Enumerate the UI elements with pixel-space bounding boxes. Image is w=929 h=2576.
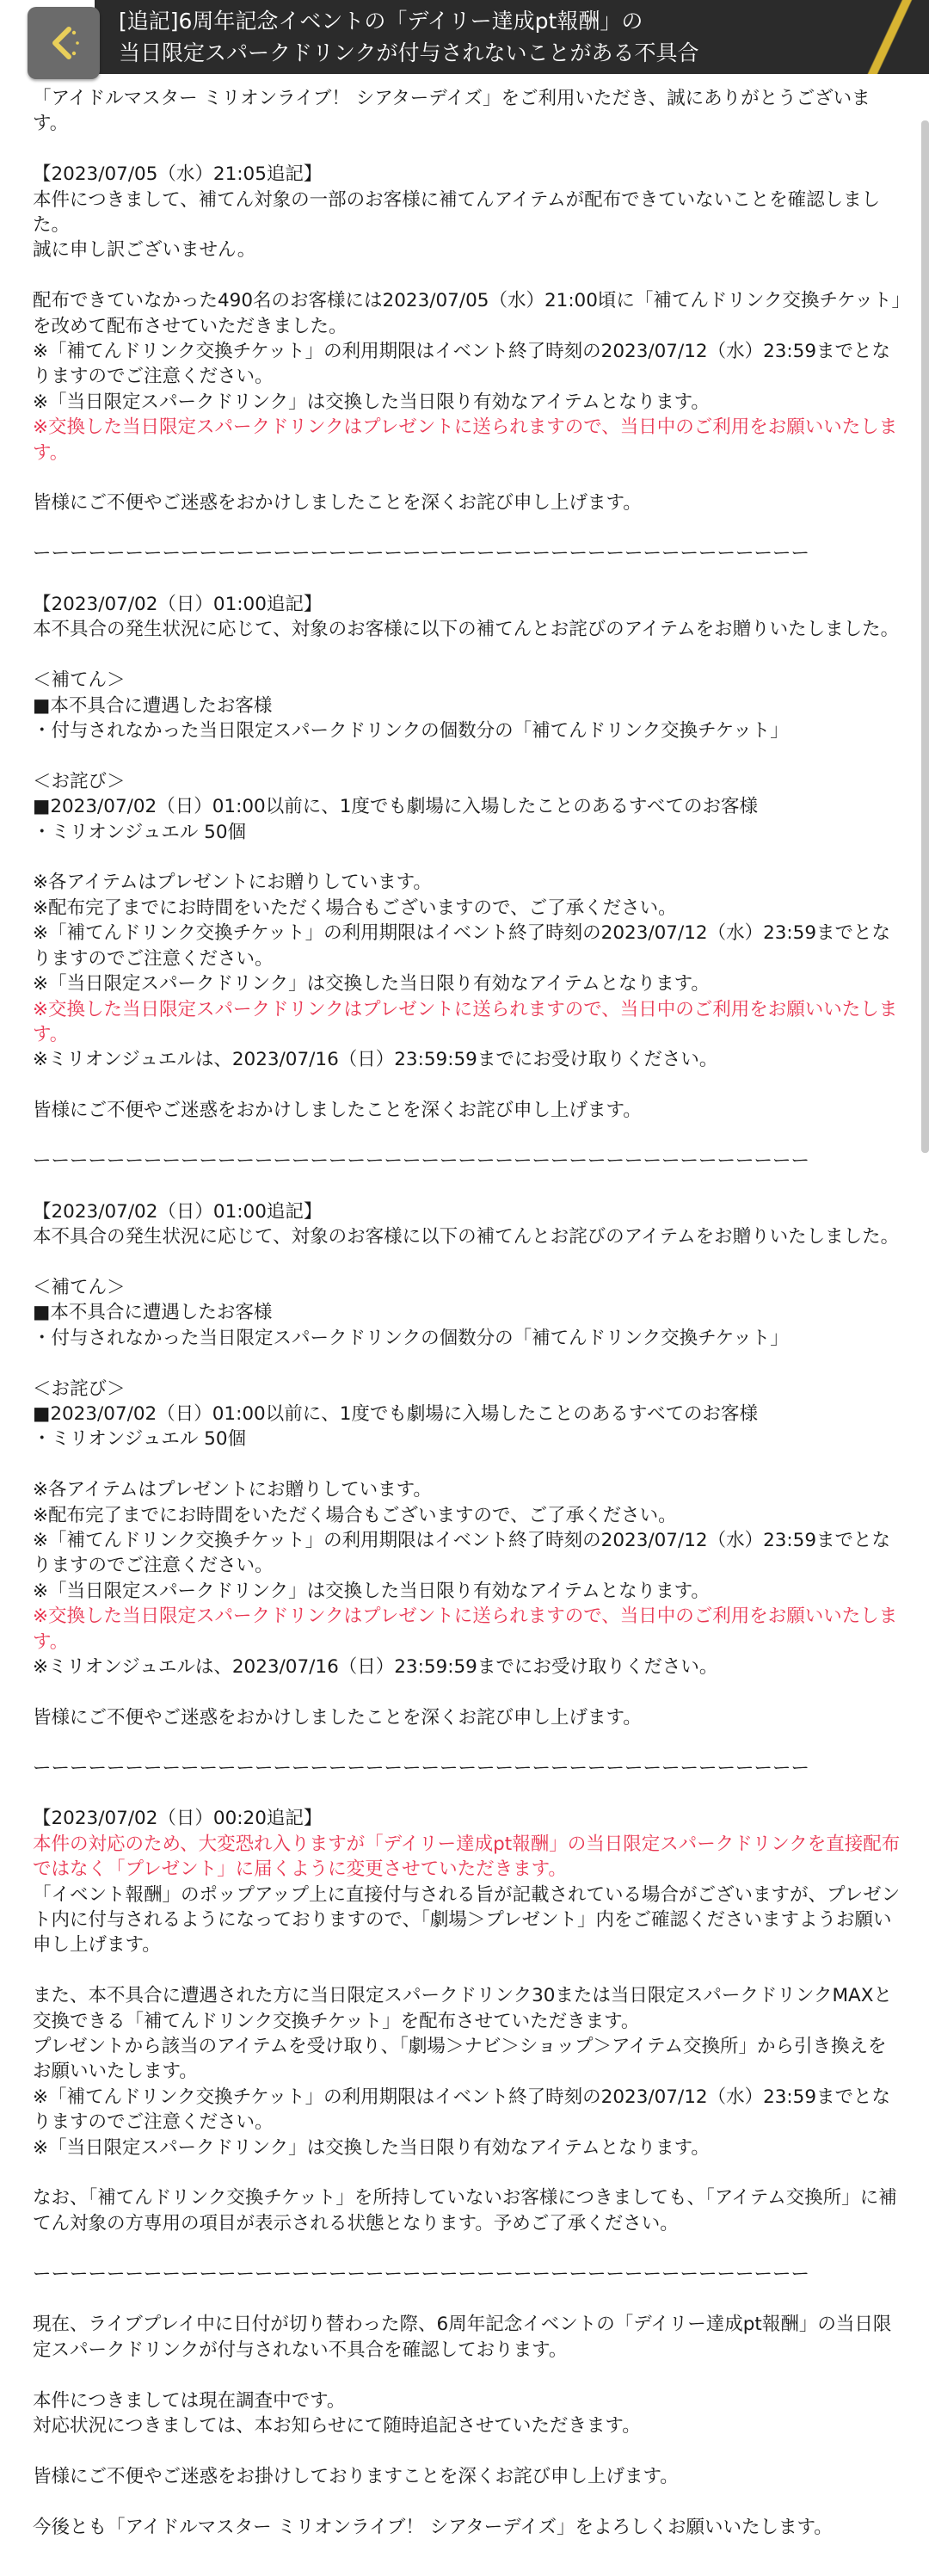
separator: ーーーーーーーーーーーーーーーーーーーーーーーーーーーーーーーーーーーーーーーーーー <box>33 1757 810 1779</box>
notes-text: ※各アイテムはプレゼントにお贈りしています。 ※配布完了までにお時間をいただく場合もございますので、ご了承ください。 ※「補てんドリンク交換チケット」の利用期限はイベント終了時刻の2023/07/12（水）23:59までとなりますのでご注意ください。 ※「当日限定スパークドリンク」は交換した当日限り有効なアイテムとなります。 <box>33 1479 891 1602</box>
update-heading: 【2023/07/02（日）01:00追記】 <box>33 1200 323 1223</box>
update-text: 本件につきまして、補てん対象の一部のお客様に補てんアイテムが配布できていないことを確認しました。 誠に申し訳ございません。 <box>33 188 881 262</box>
back-chevron-icon <box>45 24 83 62</box>
compensation-text: ＜補てん＞ ■本不具合に遭遇したお客様 ・付与されなかった当日限定スパークドリンクの個数分の「補てんドリンク交換チケット」 <box>33 669 789 743</box>
separator: ーーーーーーーーーーーーーーーーーーーーーーーーーーーーーーーーーーーーーーーーーー <box>33 543 810 565</box>
jewel-note: ※ミリオンジュエルは、2023/07/16（日）23:59:59までにお受け取りください。 <box>33 1655 718 1678</box>
notes-text: ※各アイテムはプレゼントにお贈りしています。 ※配布完了までにお時間をいただく場合もございますので、ご了承ください。 ※「補てんドリンク交換チケット」の利用期限はイベント終了時刻の2023/07/12（水）23:59までとなりますのでご注意ください。 ※「当日限定スパークドリンク」は交換した当日限り有効なアイテムとなります。 <box>33 872 891 995</box>
apology-text: 皆様にご不便やご迷惑をおかけしましたことを深くお詫び申し上げます。 <box>33 492 642 515</box>
warning-text: ※交換した当日限定スパークドリンクはプレゼントに送られますので、当日中のご利用をお願いいたします。 <box>33 1605 898 1653</box>
apology-text: 皆様にご不便やご迷惑をおかけしましたことを深くお詫び申し上げます。 <box>33 1706 642 1729</box>
compensation-text: ＜補てん＞ ■本不具合に遭遇したお客様 ・付与されなかった当日限定スパークドリンクの個数分の「補てんドリンク交換チケット」 <box>33 1276 789 1349</box>
closing-text: 今後とも「アイドルマスター ミリオンライブ！ シアターデイズ」をよろしくお願いいたします。 <box>33 2516 833 2538</box>
warning-text: 本件の対応のため、大変恐れ入りますが「デイリー達成pt報酬」の当日限定スパークドリンクを直接配布ではなく「プレゼント」に届くように変更させていただきます。 <box>33 1833 901 1881</box>
scrollbar[interactable] <box>921 120 929 1153</box>
warning-text: ※交換した当日限定スパークドリンクはプレゼントに送られますので、当日中のご利用をお願いいたします。 <box>33 416 898 464</box>
separator: ーーーーーーーーーーーーーーーーーーーーーーーーーーーーーーーーーーーーーーーーーー <box>33 1149 810 1172</box>
update-text: 本不具合の発生状況に応じて、対象のお客様に以下の補てんとお詫びのアイテムをお贈りいたしました。 <box>33 619 900 641</box>
jewel-note: ※ミリオンジュエルは、2023/07/16（日）23:59:59までにお受け取りください。 <box>33 1049 718 1071</box>
update-text: なお、「補てんドリンク交換チケット」を所持していないお客様につきましても、「アイテム交換所」に補てん対象の方専用の項目が表示される状態となります。予めご了承ください。 <box>33 2187 897 2234</box>
update-heading: 【2023/07/02（日）01:00追記】 <box>33 594 323 616</box>
update-text: 本不具合の発生状況に応じて、対象のお客様に以下の補てんとお詫びのアイテムをお贈りいたしました。 <box>33 1226 900 1248</box>
update-heading: 【2023/07/02（日）00:20追記】 <box>33 1808 323 1830</box>
apology-text: 皆様にご不便やご迷惑をお掛けしておりますことを深くお詫び申し上げます。 <box>33 2465 679 2487</box>
update-text: また、本不具合に遭遇された方に当日限定スパークドリンク30または当日限定スパークドリンクMAXと交換できる「補てんドリンク交換チケット」を配布させていただきます。 プレゼントから該当のアイテムを受け取り、「劇場＞ナビ＞ショップ＞アイテム交換所」から引き換えをお願いいたします。 ※「補てんドリンク交換チケット」の利用期限はイベント終了時刻の2023/07/12（水）23:59までとなりますのでご注意ください。 ※「当日限定スパークドリンク」は交換した当日限り有効なアイテムとなります。 <box>33 1985 892 2159</box>
back-button[interactable] <box>28 7 100 79</box>
apology-items-text: ＜お詫び＞ ■2023/07/02（日）01:00以前に、1度でも劇場に入場したことのあるすべてのお客様 ・ミリオンジュエル 50個 <box>33 1377 758 1451</box>
warning-text: ※交換した当日限定スパークドリンクはプレゼントに送られますので、当日中のご利用をお願いいたします。 <box>33 998 898 1045</box>
header <box>0 0 929 74</box>
intro-text: 「アイドルマスター ミリオンライブ！ シアターデイズ」をご利用いただき、誠にありがとうございます。 <box>33 88 871 135</box>
status-text: 本件につきましては現在調査中です。 対応状況につきましては、本お知らせにて随時追記させていただきます。 <box>33 2389 641 2437</box>
update-text: 「イベント報酬」のポップアップ上に直接付与される旨が記載されている場合がございますが、プレゼント内に付与されるようになっておりますので、「劇場＞プレゼント」内をご確認くださいますようお願い申し上げます。 <box>33 1883 901 1957</box>
page-title: [追記]6周年記念イベントの「デイリー達成pt報酬」の 当日限定スパークドリンクが付与されないことがある不具合 <box>119 9 699 65</box>
separator: ーーーーーーーーーーーーーーーーーーーーーーーーーーーーーーーーーーーーーーーーーー <box>33 2263 810 2285</box>
original-text: 現在、ライブプレイ中に日付が切り替わった際、6周年記念イベントの「デイリー達成pt報酬」の当日限定スパークドリンクが付与されない不具合を確認しております。 <box>33 2314 892 2361</box>
update-heading: 【2023/07/05（水）21:05追記】 <box>33 163 323 186</box>
apology-text: 皆様にご不便やご迷惑をおかけしましたことを深くお詫び申し上げます。 <box>33 1100 642 1122</box>
apology-items-text: ＜お詫び＞ ■2023/07/02（日）01:00以前に、1度でも劇場に入場したことのあるすべてのお客様 ・ミリオンジュエル 50個 <box>33 770 758 843</box>
update-text: 配布できていなかった490名のお客様には2023/07/05（水）21:00頃に「補てんドリンク交換チケット」を改めて配布させていただきました。 ※「補てんドリンク交換チケット」の利用期限はイベント終了時刻の2023/07/12（水）23:59までとなりますのでご注意ください。 ※「当日限定スパークドリンク」は交換した当日限り有効なアイテムとなります。 <box>33 290 901 413</box>
notice-body <box>33 86 901 2565</box>
